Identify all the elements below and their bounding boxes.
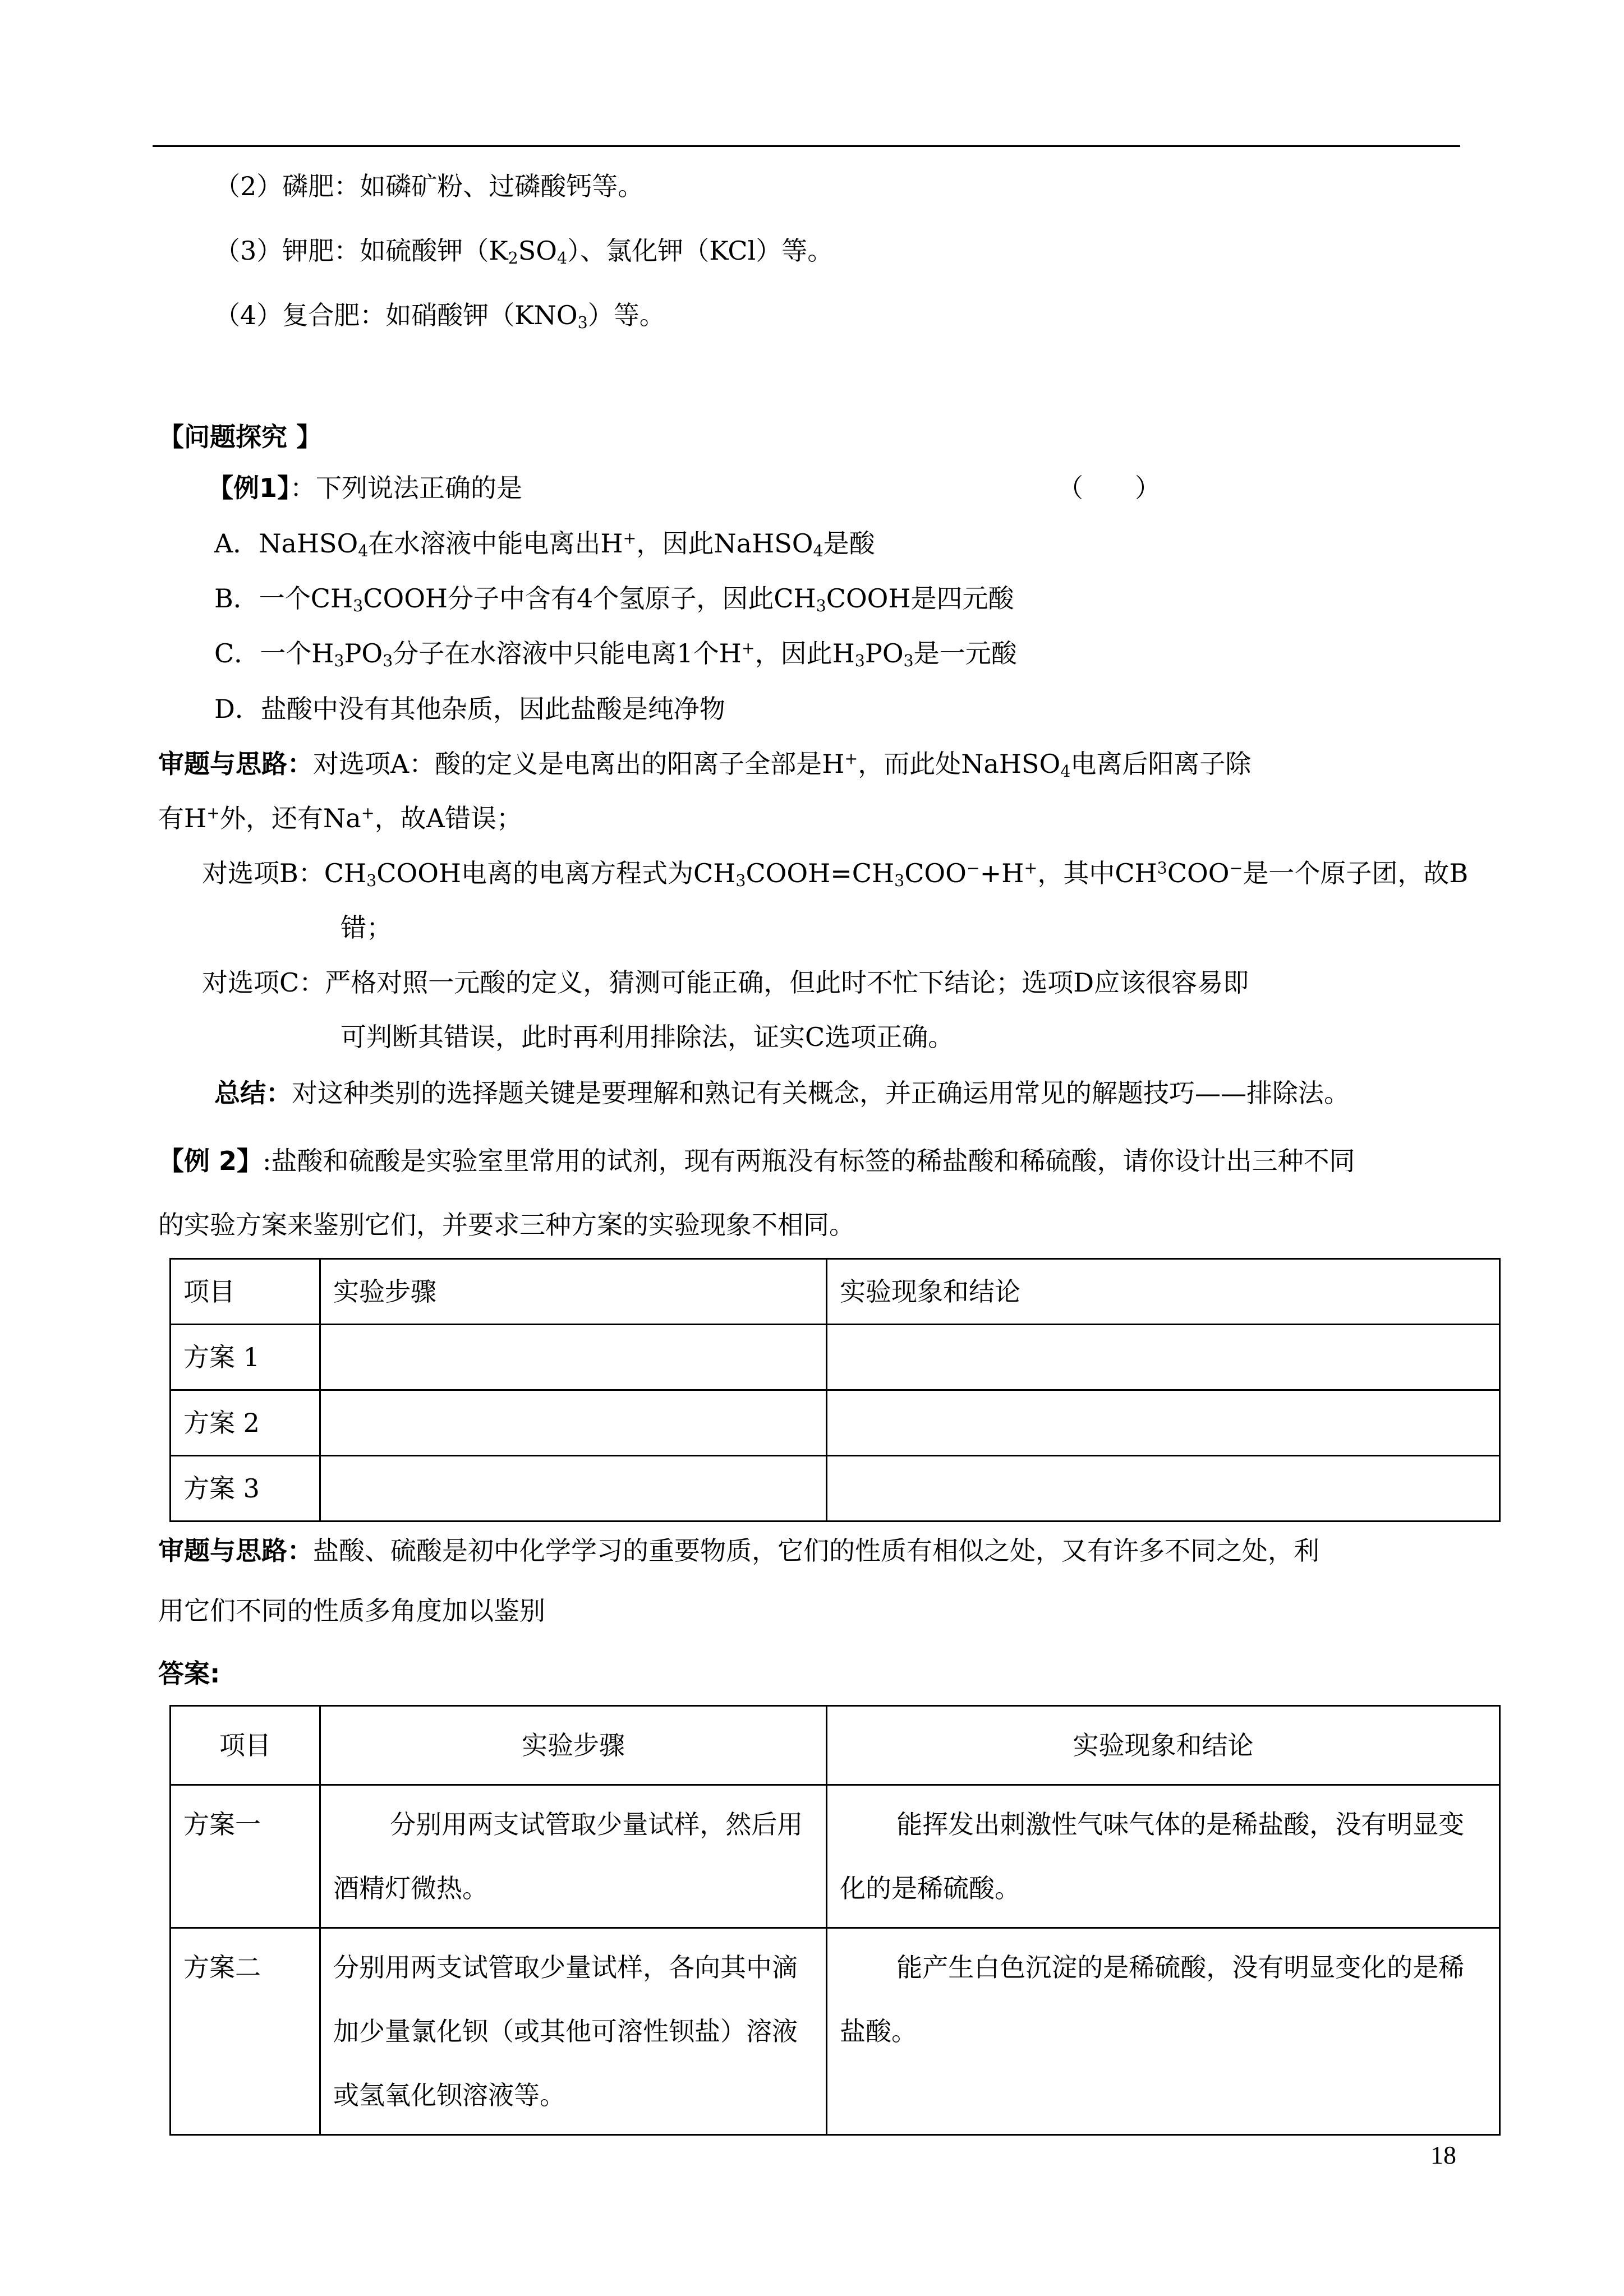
table-header-cell: 实验现象和结论 xyxy=(827,1259,1500,1325)
table-cell: 能产生白色沉淀的是稀硫酸，没有明显变化的是稀盐酸。 xyxy=(827,1928,1500,2135)
summary: 总结：对这种类别的选择题关键是要理解和熟记有关概念，并正确运用常见的解题技巧——排除法。 xyxy=(214,1078,1350,1108)
option-b: B．一个$CH_3COOH$分子中含有4个氢原子，因此$CH_3COOH$是四元酸 xyxy=(214,583,1014,616)
analysis-c-line1: 对选项C：严格对照一元酸的定义，猜测可能正确，但此时不忙下结论；选项D应该很容易即 xyxy=(202,967,1249,998)
example2-analysis-line2: 用它们不同的性质多角度加以鉴别 xyxy=(158,1596,545,1626)
analysis-c-line2: 可判断其错误，此时再利用排除法，证实C选项正确。 xyxy=(341,1022,954,1052)
table-cell: 分别用两支试管取少量试样，然后用酒精灯微热。 xyxy=(320,1785,827,1928)
example2-question-line1: 【例 2】:盐酸和硫酸是实验室里常用的试剂，现有两瓶没有标签的稀盐酸和稀硫酸，请你设计出三种不同 xyxy=(158,1146,1355,1176)
answer-label: 答案: xyxy=(158,1658,220,1689)
intro-item-4: （4）复合肥：如硝酸钾$(KNO_3)$等。 xyxy=(214,300,665,333)
table-header-cell: 项目 xyxy=(171,1706,320,1785)
answer-bracket: （ ） xyxy=(1057,473,1161,503)
table-cell xyxy=(827,1325,1500,1390)
table-cell xyxy=(827,1390,1500,1456)
table-header-cell: 实验现象和结论 xyxy=(827,1706,1500,1785)
example2-question-line2: 的实验方案来鉴别它们，并要求三种方案的实验现象不相同。 xyxy=(158,1210,855,1240)
example1-question: 【例1】：下列说法正确的是 xyxy=(208,473,523,503)
table-header-row xyxy=(171,1706,1500,1785)
table-row xyxy=(171,1390,1500,1456)
table-header-cell: 实验步骤 xyxy=(320,1706,827,1785)
analysis-b-line2: 错； xyxy=(341,912,392,943)
table-cell: 能挥发出刺激性气味气体的是稀盐酸，没有明显变化的是稀硫酸。 xyxy=(827,1785,1500,1928)
table-row xyxy=(171,1325,1500,1390)
table-cell: 分别用两支试管取少量试样，各向其中滴加少量氯化钡（或其他可溶性钡盐）溶液或氢氧化钡溶液等。 xyxy=(320,1928,827,2135)
intro-item-3: （3）钾肥：如硫酸钾$(K_2SO_4)$、氯化钾（KCl）等。 xyxy=(214,236,834,268)
table-cell xyxy=(320,1325,827,1390)
table-cell xyxy=(320,1456,827,1522)
table-header-cell: 实验步骤 xyxy=(320,1259,827,1325)
example2-analysis-line1: 审题与思路：盐酸、硫酸是初中化学学习的重要物质，它们的性质有相似之处，又有许多不同之处，利 xyxy=(158,1536,1319,1566)
analysis-a-line1: 审题与思路：对选项A：酸的定义是电离出的阳离子全部是H+，而此处NaHSO$_4$电离后阳离子除 xyxy=(158,749,1252,781)
option-a: A．NaHSO$_4$在水溶液中能电离出H+，因此NaHSO$_4$是酸 xyxy=(214,528,875,561)
table-cell: 方案 2 xyxy=(171,1390,320,1456)
intro-item-2: （2）磷肥：如磷矿粉、过磷酸钙等。 xyxy=(214,171,644,201)
option-d: D．盐酸中没有其他杂质，因此盐酸是纯净物 xyxy=(214,694,725,724)
table-cell: 方案 1 xyxy=(171,1325,320,1390)
option-c: C．一个$H_3PO_3$分子在水溶液中只能电离1个H+，因此$H_3PO_3$是一元酸 xyxy=(214,638,1017,671)
page-number: 18 xyxy=(1430,2141,1456,2169)
table-row xyxy=(171,1928,1500,2135)
table-row xyxy=(171,1456,1500,1522)
table-cell: 方案 3 xyxy=(171,1456,320,1522)
table-cell: 方案一 xyxy=(171,1785,320,1928)
answer-table xyxy=(169,1705,1501,2136)
blank-plan-table xyxy=(169,1258,1501,1522)
section-title: 【问题探究 】 xyxy=(158,422,323,452)
table-cell xyxy=(827,1456,1500,1522)
table-row xyxy=(171,1785,1500,1928)
analysis-b-line1: 对选项B：$CH_3COOH$电离的电离方程式为$CH_3COOH=CH_3COO^-+H^+$，其中$CH^3COO^-$是一个原子团，故B xyxy=(202,858,1469,891)
table-cell xyxy=(320,1390,827,1456)
table-cell: 方案二 xyxy=(171,1928,320,2135)
table-header-row xyxy=(171,1259,1500,1325)
analysis-a-line2: 有H+外，还有Na+，故A错误； xyxy=(158,803,522,833)
header-rule xyxy=(153,145,1460,147)
table-header-cell: 项目 xyxy=(171,1259,320,1325)
